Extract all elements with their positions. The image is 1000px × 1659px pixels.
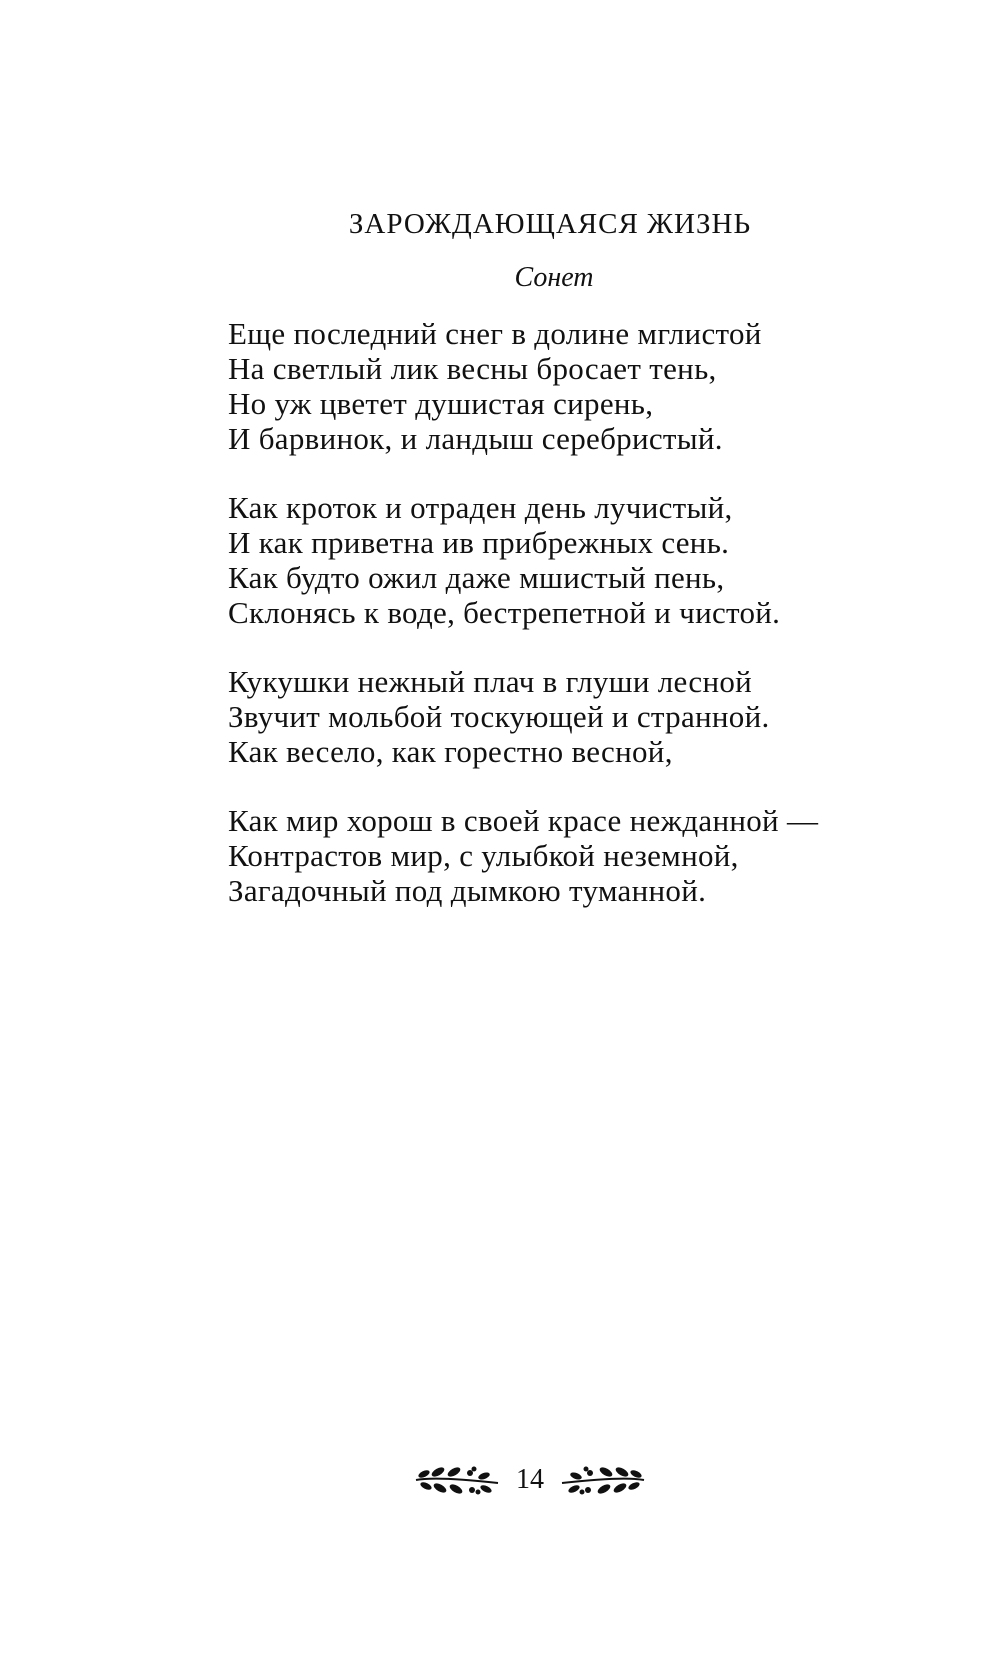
poem-line: И барвинок, и ландыш серебристый. (228, 421, 723, 456)
poem-subtitle: Сонет (514, 262, 594, 293)
poem-line: Загадочный под дымкою туманной. (228, 873, 707, 908)
poem-line: Кукушки нежный плач в глуши лесной (228, 664, 753, 699)
poem-line: Как будто ожил даже мшистый пень, (228, 560, 725, 595)
poem-line: Контрастов мир, с улыбкой неземной, (228, 838, 739, 873)
poem-line: Как кроток и отраден день лучистый, (228, 490, 733, 525)
poem-line: Но уж цветет душистая сирень, (228, 386, 654, 421)
poem-line: На светлый лик весны бросает тень, (228, 351, 717, 386)
poem-body (228, 316, 948, 942)
stanza (228, 316, 948, 456)
poem-line: Склонясь к воде, бестрепетной и чистой. (228, 595, 781, 630)
page-footer (30, 1463, 1000, 1497)
stanza (228, 803, 948, 908)
poem-title: ЗАРОЖДАЮЩАЯСЯ ЖИЗНЬ (348, 208, 752, 240)
poem-line: Как мир хорош в своей красе нежданной — (228, 803, 819, 838)
stanza (228, 664, 948, 769)
poem-line: Как весело, как горестно весной, (228, 734, 673, 769)
page-number: 14 (516, 1464, 544, 1495)
laurel-branch-icon (412, 1463, 502, 1497)
poem-line: И как приветна ив прибрежных сень. (228, 525, 730, 560)
laurel-branch-icon (558, 1463, 648, 1497)
poem-line: Звучит мольбой тоскующей и странной. (228, 699, 770, 734)
poem-line: Еще последний снег в долине мглистой (228, 316, 762, 351)
stanza (228, 490, 948, 630)
